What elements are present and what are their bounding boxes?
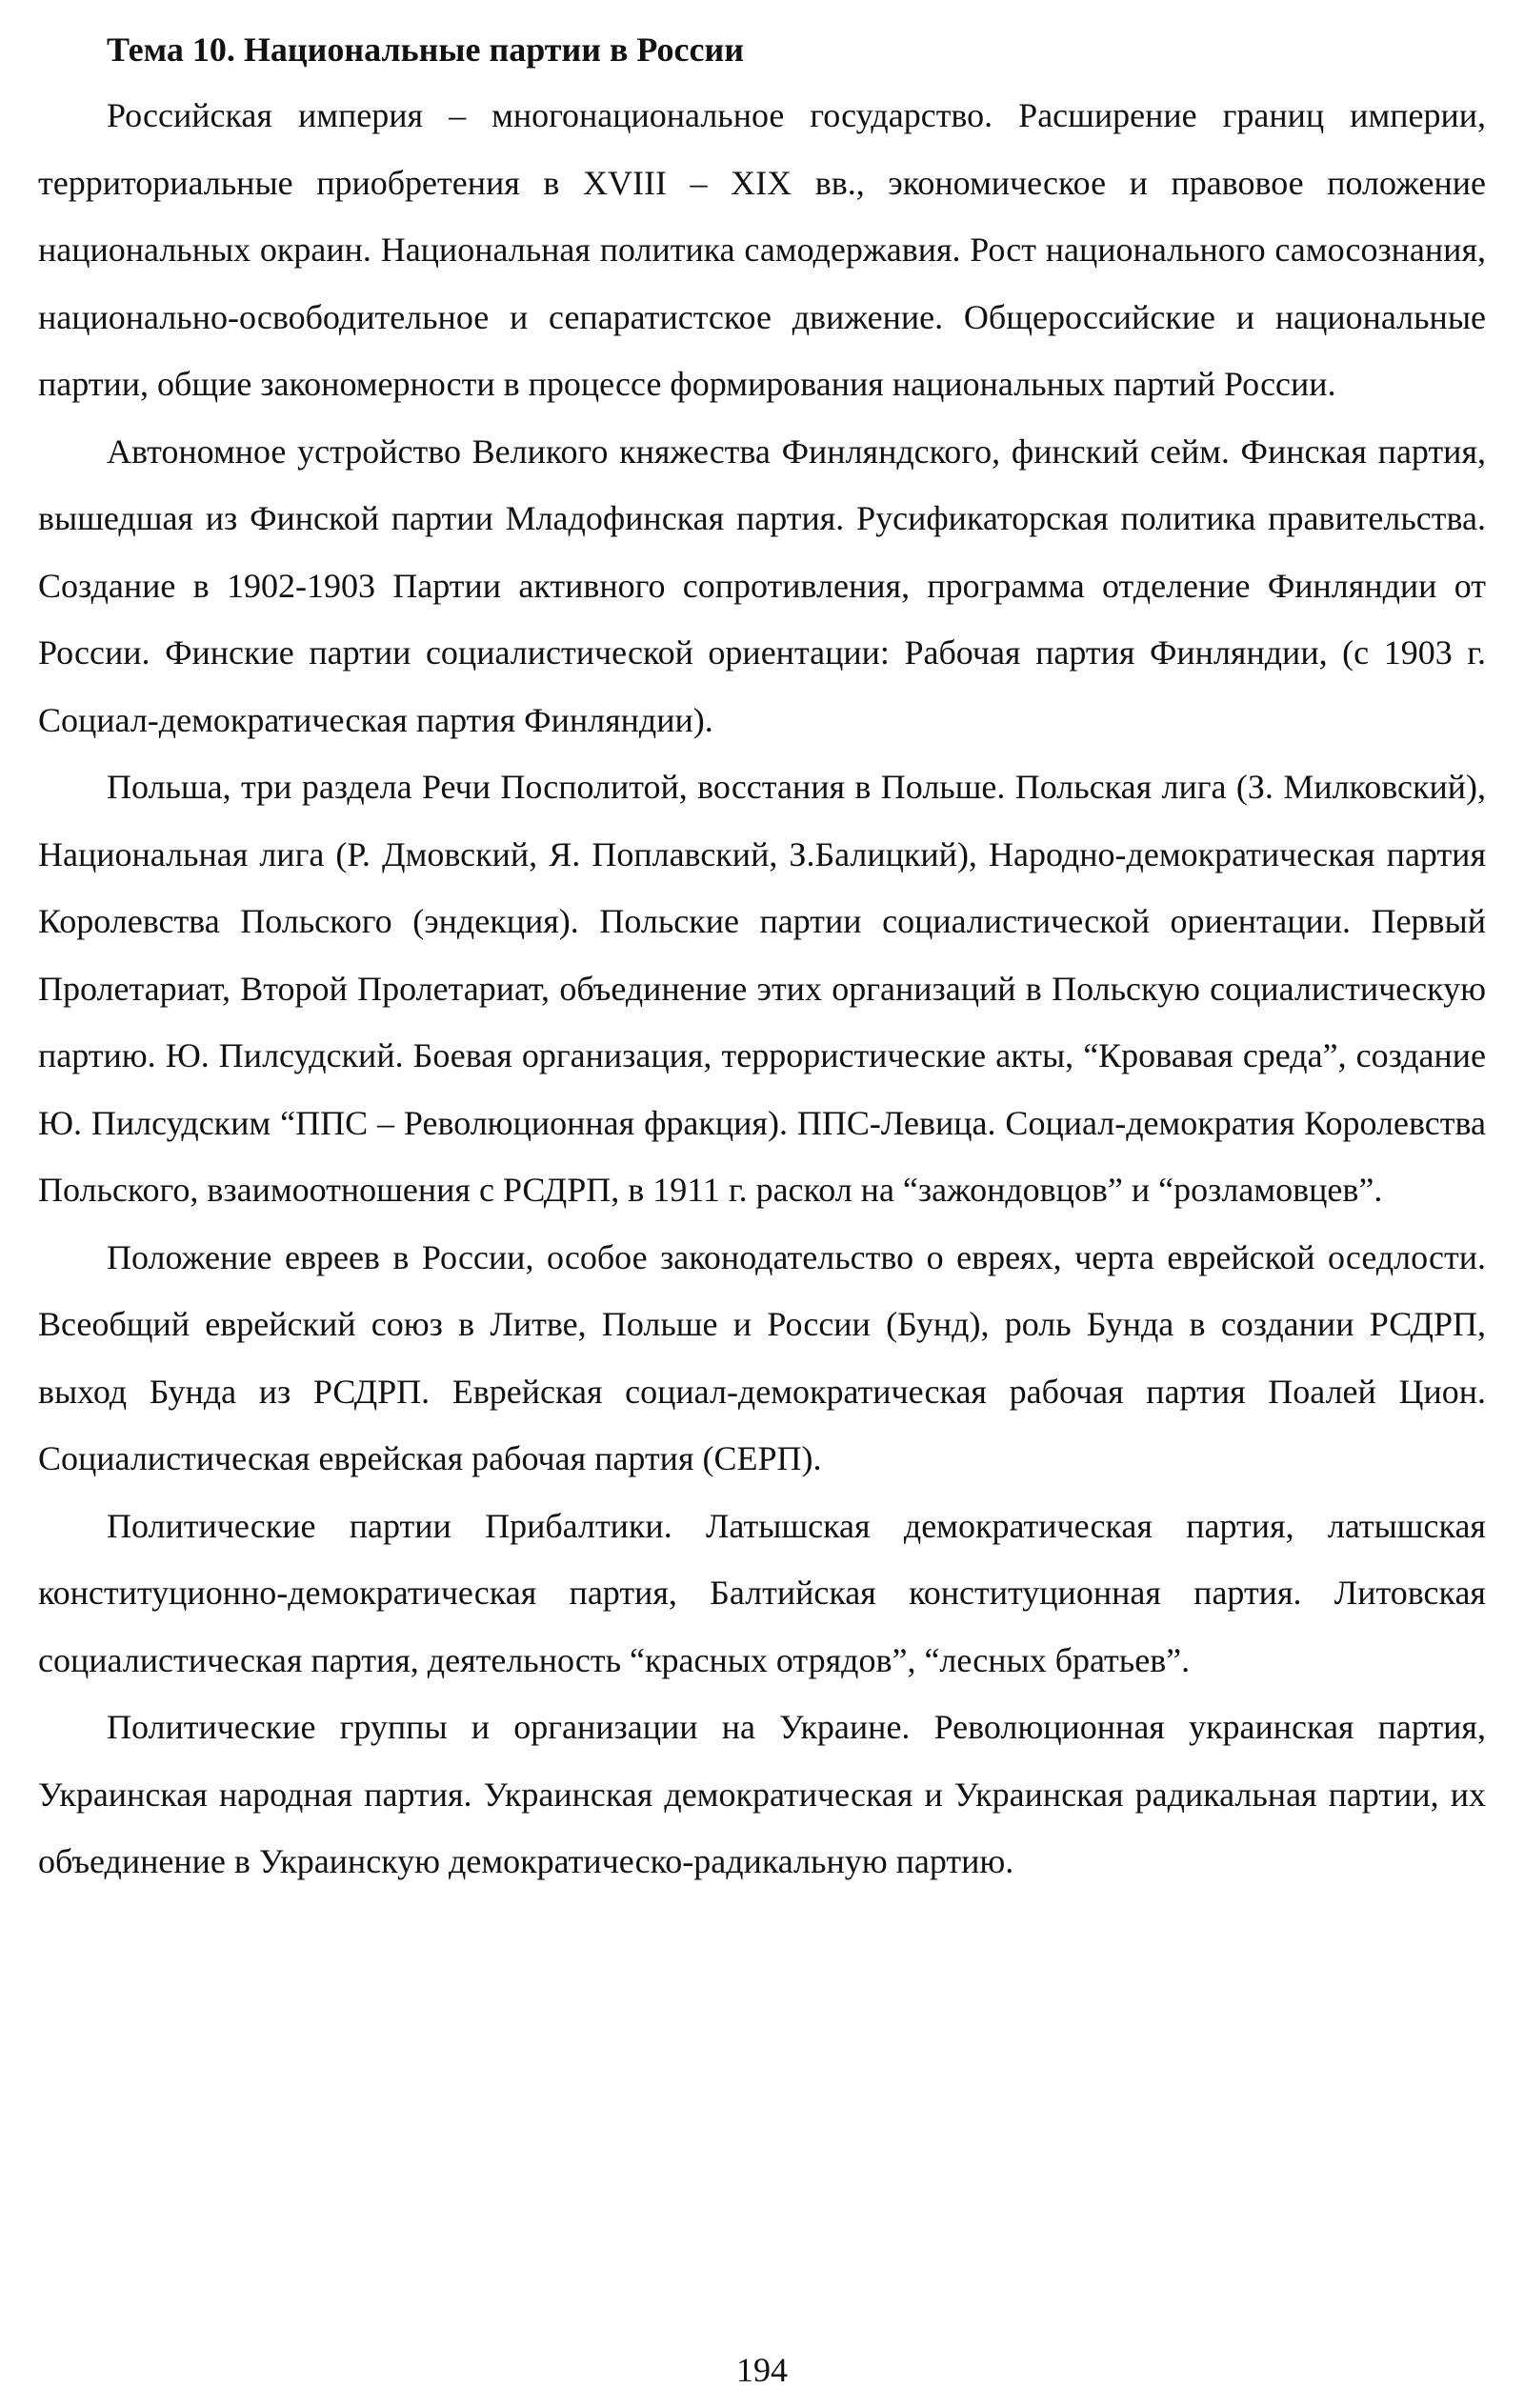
paragraph-baltics: Политические партии Прибалтики. Латышская демократическая партия, латышская конституционно-демократическая партия, Балтийская конституционная партия. Литовская социалистическая партия, деятельность “красных отрядов”, “лесных братьев”. [38, 1506, 1486, 1679]
paragraph-poland: Польша, три раздела Речи Посполитой, восстания в Польше. Польская лига (З. Милковский), Национальная лига (Р. Дмовский, Я. Поплавский, З.Балицкий), Народно-демократическая партия Королевства Польского (эндекция). Польские партии социалистической ориентации. Первый Пролетариат, Второй Пролетариат, объединение этих организаций в Польскую социалистическую партию. Ю. Пилсудский. Боевая организация, террористические акты, “Кровавая среда”, создание Ю. Пилсудским “ППС – Революционная фракция). ППС-Левица. Социал-демократия Королевства Польского, взаимоотношения с РСДРП, в 1911 г. раскол на “зажондовцов” и “розламовцев”. [38, 768, 1486, 1209]
paragraph-jews: Положение евреев в России, особое законодательство о евреях, черта еврейской оседлости. Всеобщий еврейский союз в Литве, Польше и России (Бунд), роль Бунда в создании РСДРП, выход Бунда из РСДРП. Еврейская социал-демократическая рабочая партия Поалей Цион. Социалистическая еврейская рабочая партия (СЕРП). [38, 1237, 1486, 1477]
paragraph-empire: Российская империя – многонациональное государство. Расширение границ империи, территориальные приобретения в XVIII – XIX вв., экономическое и правовое положение национальных окраин. Национальная политика самодержавия. Рост национального самосознания, национально-освободительное и сепаратистское движение. Общероссийские и национальные партии, общие закономерности в процессе формирования национальных партий России. [38, 96, 1486, 403]
section-title: Тема 10. Национальные партии в России [107, 30, 744, 69]
page-number: 194 [736, 2351, 788, 2389]
paragraph-finland: Автономное устройство Великого княжества Финляндского, финский сейм. Финская партия, вышедшая из Финской партии Младофинская партия. Русификаторская политика правительства. Создание в 1902-1903 Партии активного сопротивления, программа отделение Финляндии от России. Финские партии социалистической ориентации: Рабочая партия Финляндии, (с 1903 г. Социал-демократическая партия Финляндии). [38, 431, 1486, 739]
document-page [38, 27, 1486, 1896]
paragraph-ukraine: Политические группы и организации на Украине. Революционная украинская партия, Украинская народная партия. Украинская демократическая и Украинская радикальная партии, их объединение в Украинскую демократическо-радикальную партию. [38, 1708, 1486, 1880]
